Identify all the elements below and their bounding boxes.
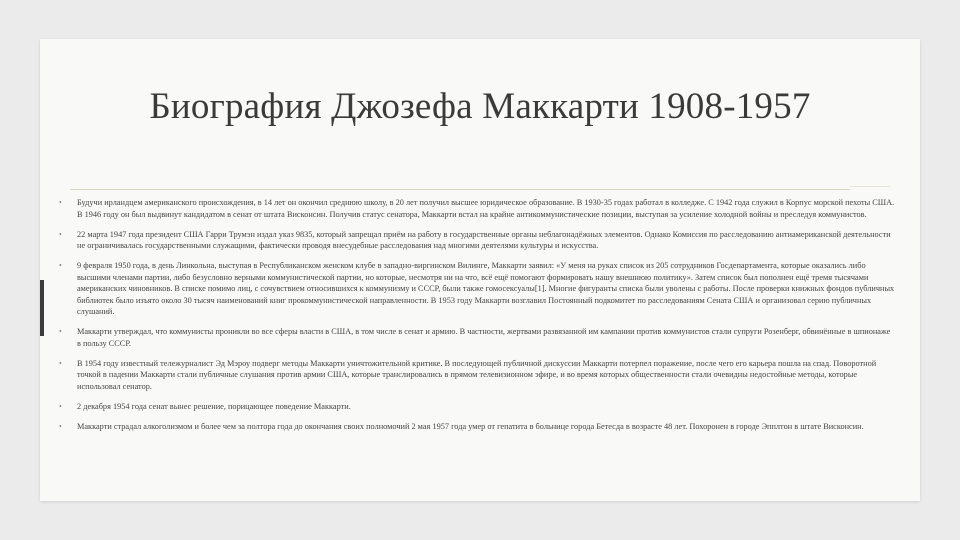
bullet-text: 22 марта 1947 года президент США Гарри Трумэн издал указ 9835, который запрещал приём на работу в государственные органы неблагонадёжных элементов. Однако Комиссия по расследованию антиамериканской деятельности не ограничивалась государственными служащими, фактически проводя внесудебные расследования над многими деятелями культуры и искусства. bbox=[77, 229, 891, 250]
bullet-item bbox=[56, 358, 896, 393]
bullet-marker: • bbox=[59, 358, 62, 368]
bullet-item bbox=[56, 229, 896, 252]
bullet-text: 9 февраля 1950 года, в день Линкольна, выступая в Республиканском женском клубе в западно-виргинском Вилинге, Маккарти заявил: «У меня на руках список из 205 сотрудников Госдепартамента, которые оказались либо высшими членами партии, либо безусловно верными коммунистической партии, но которые, несмотря ни на что, всё ещё помогают формировать нашу внешнюю политику». Затем список был пополнен ещё тремя тысячами американских чиновников. В списке помимо лиц, с сочувствием относившихся к коммунизму и СССР, были также гомосексуалы[1]. Многие фигуранты списка были уволены с работы. После проверки книжных фондов публичных библиотек было изъято около 30 тысяч наименований книг прокоммунистической направленности. В 1953 году Маккарти возглавил Постоянный подкомитет по расследованиям Сената США и организовал серию публичных слушаний. bbox=[77, 261, 895, 316]
bullet-item bbox=[56, 326, 896, 349]
slide bbox=[40, 39, 920, 501]
bullet-item bbox=[56, 197, 896, 220]
bullet-item bbox=[56, 401, 896, 413]
bullet-marker: • bbox=[59, 261, 62, 270]
bullet-marker: • bbox=[59, 401, 62, 411]
bullet-item bbox=[56, 260, 896, 318]
bullet-text: Будучи ирландцем американского происхождения, в 14 лет он окончил среднюю школу, в 20 лет получил высшее юридическое образование. В 1930-35 годах работал в колледже. С 1942 года служил в Корпус морской пехоты США. В 1946 году он был выдвинут кандидатом в сенат от штата Висконсин. Получив статус сенатора, Маккарти встал на крайне антикоммунистические позиции, выступая за усиление холодной войны и преследуя коммунистов. bbox=[77, 198, 895, 219]
bullet-text: Маккарти утверждал, что коммунисты проникли во все сферы власти в США, в том числе в сенат и армию. В частности, жертвами развязанной им кампании против коммунистов стали супруги Розенберг, обвинённые в шпионаже в пользу СССР. bbox=[77, 327, 891, 348]
bullet-marker: • bbox=[59, 229, 62, 239]
bullet-text: В 1954 году известный тележурналист Эд Мэроу подверг методы Маккарти уничтожительной критике. В последующей публичной дискуссии Маккарти потерпел поражение, после чего его карьера пошла на спад. Поворотной точкой в падении Маккарти стали публичные слушания против армии США, которые транслировались в прямом телевизионном эфире, и во время которых общественности стали очевидны недостойные методы, которые использовал сенатор. bbox=[77, 358, 877, 391]
bullet-marker: • bbox=[59, 327, 62, 336]
slide-title: Биография Джозефа Маккарти 1908-1957 bbox=[149, 86, 811, 127]
bullet-text: Маккарти страдал алкоголизмом и более чем за полтора года до окончания своих полномочий 2 мая 1957 года умер от гепатита в больнице города Бетесда в возрасте 48 лет. Похоронен в городе Эпплтон в штате Висконсин. bbox=[77, 421, 864, 431]
left-accent-bar bbox=[40, 280, 44, 336]
bullet-item bbox=[56, 421, 896, 433]
bullet-marker: • bbox=[59, 421, 62, 431]
bullet-text: 2 декабря 1954 года сенат вынес решение, порицающее поведение Маккарти. bbox=[77, 401, 351, 411]
bullet-list bbox=[56, 197, 896, 441]
title-divider bbox=[70, 189, 850, 190]
bullet-marker: • bbox=[59, 198, 62, 207]
divider-accent bbox=[850, 186, 890, 187]
